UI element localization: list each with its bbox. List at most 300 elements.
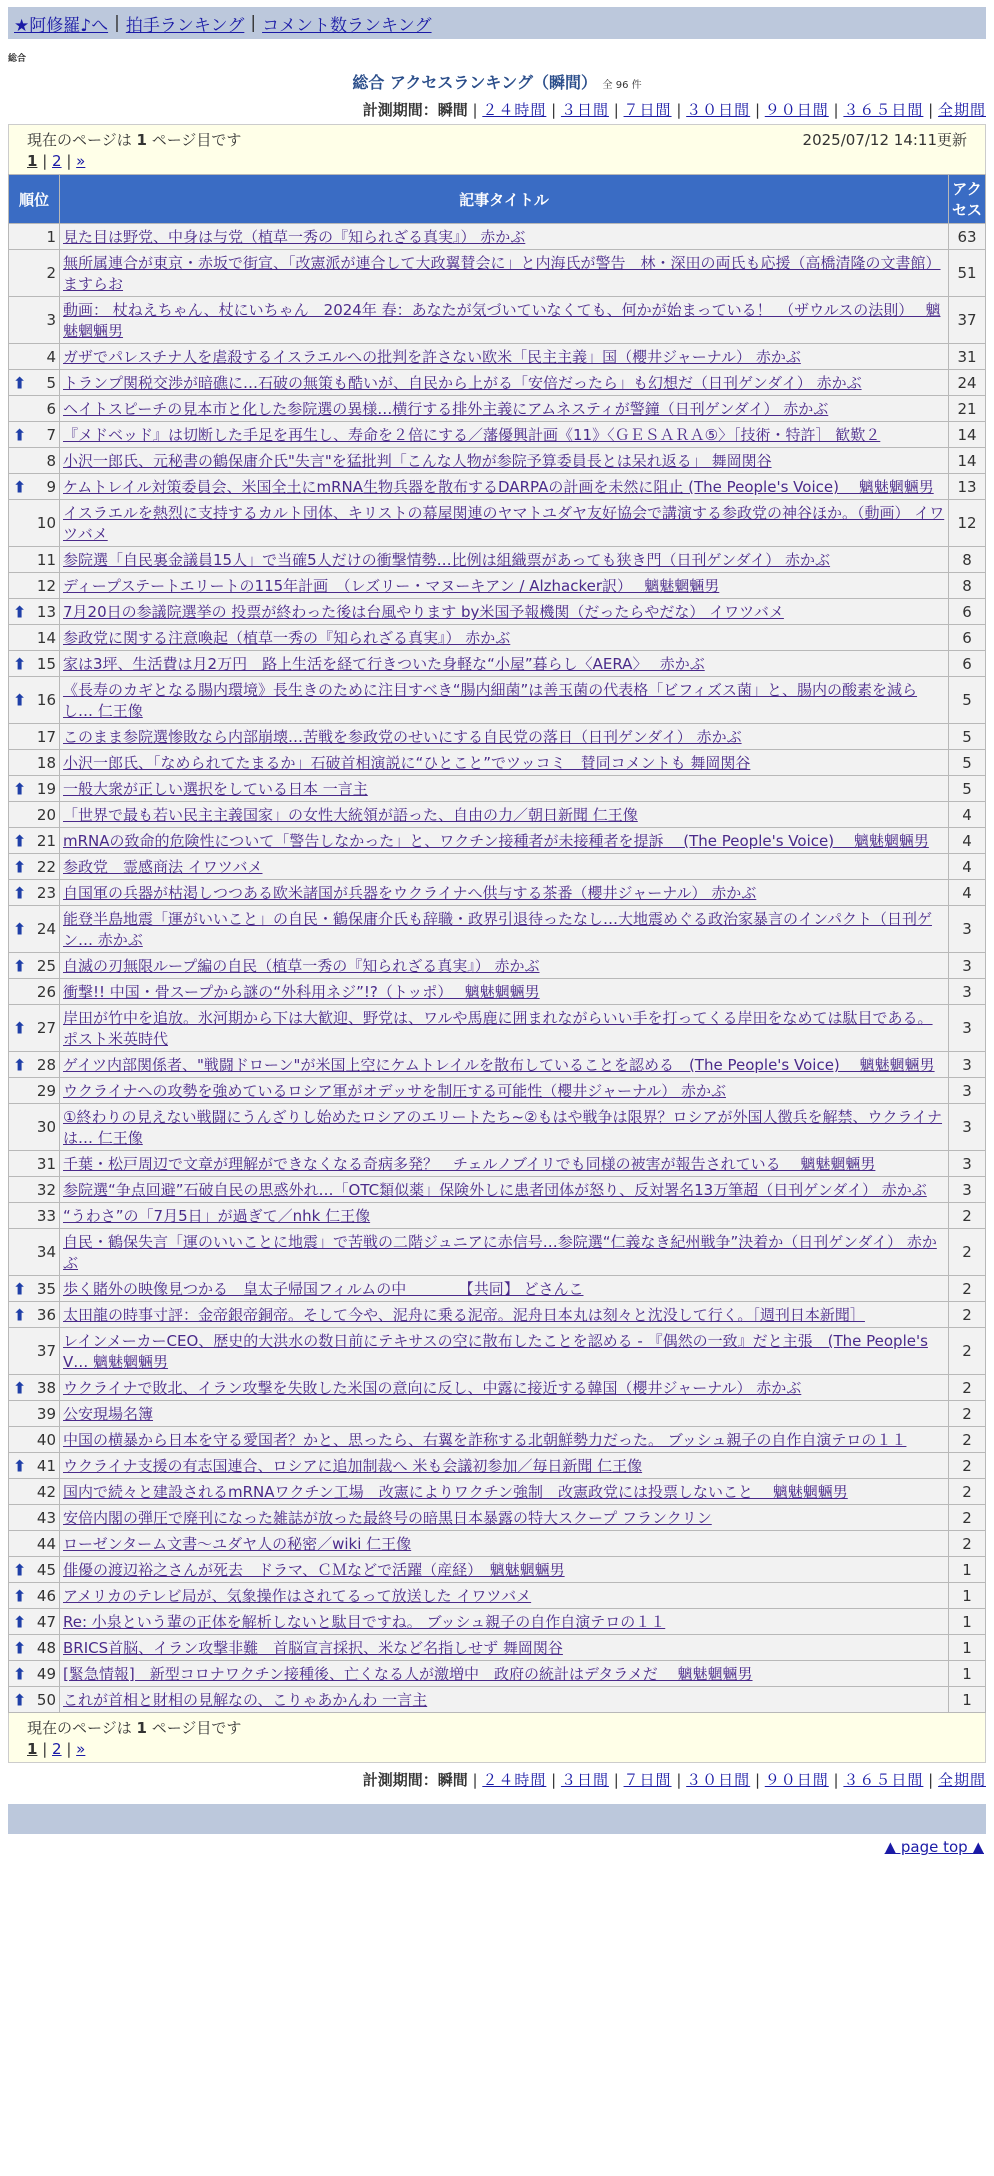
article-link[interactable]: 家は3坪、生活費は月2万円 路上生活を経て行きついた身軽な“小屋”暮らし〈AERA〉 赤かぶ — [63, 655, 705, 673]
rank-cell — [9, 802, 60, 828]
table-row — [9, 1229, 986, 1276]
rank-number: 26 — [36, 982, 56, 1001]
rank-cell — [9, 906, 60, 953]
rank-cell — [9, 474, 60, 500]
ranking-table — [8, 174, 986, 1713]
table-row — [9, 599, 986, 625]
title-cell — [60, 1302, 949, 1328]
rank-number: 3 — [46, 311, 56, 329]
title-cell — [60, 776, 949, 802]
rank-number: 36 — [36, 1305, 56, 1324]
article-link[interactable]: ゲイツ内部関係者、"戦闘ドローン"が米国上空にケムトレイルを散布していることを認める (The People's Voice) 魑魅魍魎男 — [63, 1056, 935, 1074]
up-arrow-icon: ⬆ — [13, 654, 27, 673]
article-link[interactable]: 歩く賭外の映像見つかる 皇太子帰国フィルムの中 【共同】 どさんこ — [63, 1280, 584, 1298]
period-link[interactable]: ９０日間 — [764, 1771, 829, 1789]
title-cell — [60, 573, 949, 599]
rank-number: 35 — [36, 1279, 56, 1298]
rank-cell — [9, 1078, 60, 1104]
table-row — [9, 1151, 986, 1177]
article-link[interactable]: 自国軍の兵器が枯渇しつつある欧米諸国が兵器をウクライナへ供与する茶番（櫻井ジャーナル） 赤かぶ — [63, 884, 757, 902]
article-link[interactable]: 無所属連合が東京・赤坂で街宣、「改憲派が連合して大政翼賛会に」と内海氏が警告 林・深田の両氏も応援（高橋清隆の文書館） ますらお — [63, 254, 941, 293]
access-count: 13 — [949, 474, 986, 500]
table-row — [9, 906, 986, 953]
rank-number: 44 — [36, 1534, 56, 1553]
up-arrow-icon: ⬆ — [13, 373, 27, 392]
rank-cell — [9, 448, 60, 474]
rank-cell — [9, 1505, 60, 1531]
rank-cell — [9, 1635, 60, 1661]
title-cell — [60, 474, 949, 500]
title-cell — [60, 677, 949, 724]
table-row — [9, 547, 986, 573]
article-link[interactable]: 『メドベッド』は切断した手足を再生し、寿命を２倍にする／藩優興計画《11》〈ＧＥＳＡＲＡ⑤〉［技術・特許］ 歓歎２ — [63, 426, 881, 444]
table-row — [9, 1479, 986, 1505]
rank-cell — [9, 573, 60, 599]
table-row — [9, 1302, 986, 1328]
up-arrow-icon: ⬆ — [13, 425, 27, 444]
rank-number: 1 — [46, 227, 56, 246]
pager-page-2[interactable]: 2 — [52, 152, 62, 170]
rank-number: 48 — [36, 1638, 56, 1657]
title-cell — [60, 344, 949, 370]
comment-ranking-link[interactable]: コメント数ランキング — [262, 15, 432, 36]
header-rank: 順位 — [9, 175, 60, 224]
access-count: 2 — [949, 1479, 986, 1505]
period-selector-bottom: 計測期間：瞬間 | ２４時間 | ３日間 | ７日間 | ３０日間 | ９０日間 | ３６５日間 | 全期間 — [362, 1771, 986, 1789]
title-cell — [60, 1609, 949, 1635]
title-cell — [60, 250, 949, 297]
up-arrow-icon: ⬆ — [13, 1690, 27, 1709]
table-row — [9, 625, 986, 651]
page-top-link[interactable]: ▲ page top ▲ — [884, 1838, 984, 1856]
rank-cell — [9, 1052, 60, 1078]
access-count: 6 — [949, 651, 986, 677]
rank-cell — [9, 599, 60, 625]
access-count: 51 — [949, 250, 986, 297]
table-row — [9, 724, 986, 750]
table-row — [9, 750, 986, 776]
clap-ranking-link[interactable]: 拍手ランキング — [125, 15, 245, 36]
table-row — [9, 1005, 986, 1052]
title-cell — [60, 750, 949, 776]
table-row — [9, 1661, 986, 1687]
title-cell — [60, 1453, 949, 1479]
article-link[interactable]: 中国の横暴から日本を守る愛国者？かと、思ったら、右翼を詐称する北朝鮮勢力だった。 ブッシュ親子の自作自演テロの１１ — [63, 1431, 907, 1449]
access-count: 1 — [949, 1557, 986, 1583]
table-row — [9, 422, 986, 448]
title-cell — [60, 297, 949, 344]
article-link[interactable]: 岸田が竹中を追放。氷河期から下は大歓迎、野党は、ワルや馬鹿に囲まれながらいい手を打ってくる岸田をなめては駄目である。 ポスト米英時代 — [63, 1009, 933, 1048]
title-cell — [60, 1104, 949, 1151]
rank-number: 16 — [36, 691, 56, 709]
access-count: 2 — [949, 1401, 986, 1427]
rank-cell — [9, 1229, 60, 1276]
up-arrow-icon: ⬆ — [13, 602, 27, 621]
article-link[interactable]: mRNAの致命的危険性について「警告しなかった」と、ワクチン接種者が未接種者を提訴 (The People's Voice) 魑魅魍魎男 — [63, 832, 929, 850]
period-link[interactable]: ９０日間 — [764, 101, 829, 119]
table-row — [9, 854, 986, 880]
rank-number: 15 — [36, 654, 56, 673]
rank-cell — [9, 297, 60, 344]
table-row — [9, 651, 986, 677]
rank-cell — [9, 776, 60, 802]
up-arrow-icon: ⬆ — [13, 1638, 27, 1657]
access-count: 8 — [949, 573, 986, 599]
rank-number: 29 — [36, 1081, 56, 1100]
title-cell — [60, 1583, 949, 1609]
access-count: 2 — [949, 1302, 986, 1328]
table-row — [9, 1104, 986, 1151]
article-link[interactable]: [緊急情報] 新型コロナワクチン接種後、亡くなる人が激増中 政府の統計はデタラメだ 魑魅魍魎男 — [63, 1665, 753, 1683]
period-link[interactable]: ３０日間 — [686, 101, 751, 119]
title-cell — [60, 500, 949, 547]
access-count: 1 — [949, 1583, 986, 1609]
article-link[interactable]: ケムトレイル対策委員会、米国全土にmRNA生物兵器を散布するDARPAの計画を未然に阻止 (The People's Voice) 魑魅魍魎男 — [63, 478, 934, 496]
article-link[interactable]: ウクライナ支援の有志国連合、ロシアに追加制裁へ 米も会議初参加／毎日新聞 仁王像 — [63, 1457, 643, 1475]
access-count: 6 — [949, 625, 986, 651]
article-link[interactable]: トランプ関税交渉が暗礁に…石破の無策も酷いが、自民から上がる「安倍だったら」も幻想だ（日刊ゲンダイ） 赤かぶ — [63, 374, 862, 392]
title-cell — [60, 1151, 949, 1177]
article-link[interactable]: BRICS首脳、イラン攻撃非難 首脳宣言採択、米など名指しせず 舞岡関谷 — [63, 1639, 563, 1657]
rank-number: 31 — [36, 1154, 56, 1173]
rank-cell — [9, 724, 60, 750]
article-link[interactable]: ウクライナへの攻勢を強めているロシア軍がオデッサを制圧する可能性（櫻井ジャーナル） 赤かぶ — [63, 1082, 726, 1100]
title-cell — [60, 724, 949, 750]
article-link[interactable]: ローゼンターム文書～ユダヤ人の秘密／wiki 仁王像 — [63, 1535, 412, 1553]
access-count: 2 — [949, 1229, 986, 1276]
access-count: 5 — [949, 750, 986, 776]
access-count: 3 — [949, 1151, 986, 1177]
rank-cell — [9, 1661, 60, 1687]
title-cell — [60, 1687, 949, 1713]
article-link[interactable]: Re: 小泉という輩の正体を解析しないと駄目ですね。 ブッシュ親子の自作自演テロの１１ — [63, 1613, 666, 1631]
access-count: 1 — [949, 1687, 986, 1713]
title-cell — [60, 979, 949, 1005]
home-link[interactable]: ★阿修羅♪へ — [14, 15, 109, 36]
table-row — [9, 1401, 986, 1427]
top-nav-bar — [8, 7, 986, 39]
rank-cell — [9, 1401, 60, 1427]
pager-current: 1 — [27, 152, 38, 170]
title-cell — [60, 396, 949, 422]
article-link[interactable]: ヘイトスピーチの見本市と化した参院選の異様…横行する排外主義にアムネスティが警鐘（日刊ゲンダイ） 赤かぶ — [63, 400, 829, 418]
access-count: 31 — [949, 344, 986, 370]
up-arrow-icon: ⬆ — [13, 1664, 27, 1683]
access-count: 3 — [949, 1005, 986, 1052]
up-arrow-icon: ⬆ — [13, 831, 27, 850]
period-link[interactable]: ３６５日間 — [843, 1771, 924, 1789]
rank-cell — [9, 854, 60, 880]
page-info-box-bottom — [8, 1713, 986, 1763]
article-link[interactable]: 見た目は野党、中身は与党（植草一秀の『知られざる真実』） 赤かぶ — [63, 228, 526, 246]
table-row — [9, 448, 986, 474]
title-cell — [60, 1505, 949, 1531]
table-row — [9, 776, 986, 802]
table-row — [9, 1177, 986, 1203]
table-row — [9, 677, 986, 724]
rank-number: 23 — [36, 883, 56, 902]
rank-cell — [9, 625, 60, 651]
rank-cell — [9, 750, 60, 776]
period-link[interactable]: ３０日間 — [686, 1771, 751, 1789]
rank-number: 8 — [46, 451, 56, 470]
pager-next[interactable]: » — [76, 1740, 86, 1758]
rank-number: 39 — [36, 1404, 56, 1423]
article-link[interactable]: 衝撃!! 中国・骨スープから謎の“外科用ネジ”!?（トッポ） 魑魅魍魎男 — [63, 983, 540, 1001]
access-count: 2 — [949, 1505, 986, 1531]
rank-number: 28 — [36, 1055, 56, 1074]
rank-cell — [9, 651, 60, 677]
up-arrow-icon: ⬆ — [13, 883, 27, 902]
updated-time: 2025/07/12 14:11更新 — [802, 131, 967, 149]
rank-cell — [9, 370, 60, 396]
article-link[interactable]: アメリカのテレビ局が、気象操作はされてるって放送した イワツバメ — [63, 1587, 532, 1605]
rank-cell — [9, 1104, 60, 1151]
article-link[interactable]: 参院選“争点回避”石破自民の思惑外れ…「OTC類似薬」保険外しに患者団体が怒り、反対署名13万筆超（日刊ゲンダイ） 赤かぶ — [63, 1181, 927, 1199]
table-row — [9, 880, 986, 906]
rank-cell — [9, 979, 60, 1005]
article-link[interactable]: ①終わりの見えない戦闘にうんざりし始めたロシアのエリートたち~②もはや戦争は限界？ロシアが外国人徴兵を解禁、ウクライナは… 仁王像 — [63, 1108, 943, 1147]
period-link[interactable]: ７日間 — [623, 101, 672, 119]
rank-number: 12 — [36, 576, 56, 595]
rank-cell — [9, 880, 60, 906]
rank-number: 47 — [36, 1612, 56, 1631]
up-arrow-icon: ⬆ — [13, 1560, 27, 1579]
access-count: 2 — [949, 1531, 986, 1557]
title-cell — [60, 1203, 949, 1229]
article-link[interactable]: 国内で続々と建設されるmRNAワクチン工場 改憲によりワクチン強制 改憲政党には投票しないこと 魑魅魍魎男 — [63, 1483, 848, 1501]
article-link[interactable]: 能登半島地震「運がいいこと」の自民・鶴保庸介氏も辞職・政界引退待ったなし…大地震めぐる政治家暴言のインパクト（日刊ゲン… 赤かぶ — [63, 910, 932, 949]
rank-number: 50 — [36, 1690, 56, 1709]
article-link[interactable]: 7月20日の参議院選挙の 投票が終わった後は台風やります by米国予報機関（だったらやだな） イワツバメ — [63, 603, 784, 621]
rank-cell — [9, 224, 60, 250]
rank-cell — [9, 1328, 60, 1375]
article-link[interactable]: 参政党に関する注意喚起（植草一秀の『知られざる真実』） 赤かぶ — [63, 629, 511, 647]
up-arrow-icon: ⬆ — [13, 1018, 27, 1038]
period-current: 瞬間 — [437, 1771, 468, 1789]
article-link[interactable]: 「世界で最も若い民主主義国家」の女性大統領が語った、自由の力／朝日新聞 仁王像 — [63, 806, 638, 824]
header-access: アクセス — [949, 175, 986, 224]
title-cell — [60, 370, 949, 396]
access-count: 2 — [949, 1276, 986, 1302]
table-row — [9, 344, 986, 370]
period-link[interactable]: ３日間 — [560, 101, 609, 119]
pager: 1 | 2 | » — [27, 1740, 86, 1758]
up-arrow-icon: ⬆ — [13, 1586, 27, 1605]
access-count: 5 — [949, 776, 986, 802]
title-cell — [60, 1078, 949, 1104]
rank-cell — [9, 1005, 60, 1052]
access-count: 4 — [949, 880, 986, 906]
nav-separator: | — [114, 13, 120, 33]
access-count: 4 — [949, 854, 986, 880]
title-cell — [60, 625, 949, 651]
article-link[interactable]: 参院選「自民裏金議員15人」で当確5人だけの衝撃情勢…比例は組織票があっても狭き門（日刊ゲンダイ） 赤かぶ — [63, 551, 831, 569]
table-row — [9, 953, 986, 979]
table-row — [9, 1375, 986, 1401]
period-link[interactable]: 全期間 — [937, 1771, 986, 1789]
period-current: 瞬間 — [437, 101, 468, 119]
footer-bar — [8, 1804, 986, 1834]
article-link[interactable]: 動画： 杖ねえちゃん、杖にいちゃん 2024年 春：あなたが気づいていなくても、何かが始まっている！ （ザウルスの法則） 魑魅魍魎男 — [63, 301, 941, 340]
up-arrow-icon: ⬆ — [13, 1456, 27, 1475]
table-row — [9, 802, 986, 828]
category-label: 総合 — [8, 54, 27, 64]
table-row — [9, 1557, 986, 1583]
rank-cell — [9, 344, 60, 370]
rank-cell — [9, 396, 60, 422]
title-cell — [60, 828, 949, 854]
period-link[interactable]: ２４時間 — [482, 101, 547, 119]
rank-number: 25 — [36, 956, 56, 975]
rank-number: 27 — [36, 1019, 56, 1037]
pager: 1 | 2 | » — [27, 152, 86, 170]
access-count: 2 — [949, 1375, 986, 1401]
rank-number: 5 — [46, 373, 56, 392]
article-link[interactable]: 公安現場名簿 — [63, 1405, 154, 1423]
title-cell — [60, 1052, 949, 1078]
period-link[interactable]: ３日間 — [560, 1771, 609, 1789]
rank-number: 37 — [36, 1342, 56, 1360]
access-count: 2 — [949, 1203, 986, 1229]
rank-number: 34 — [36, 1243, 56, 1261]
rank-number: 9 — [46, 477, 56, 496]
access-count: 3 — [949, 953, 986, 979]
rank-number: 18 — [36, 753, 56, 772]
table-row — [9, 1078, 986, 1104]
rank-cell — [9, 1276, 60, 1302]
table-row — [9, 297, 986, 344]
period-link[interactable]: ２４時間 — [482, 1771, 547, 1789]
article-link[interactable]: レインメーカーCEO、歴史的大洪水の数日前にテキサスの空に散布したことを認める - 『偶然の一致』だと主張 (The People's V… 魑魅魍魎男 — [63, 1332, 928, 1371]
period-link[interactable]: 全期間 — [937, 101, 986, 119]
access-count: 4 — [949, 828, 986, 854]
rank-number: 30 — [36, 1118, 56, 1136]
title-cell — [60, 802, 949, 828]
period-link[interactable]: ３６５日間 — [843, 101, 924, 119]
article-link[interactable]: 俳優の渡辺裕之さんが死去 ドラマ、ＣＭなどで活躍（産経） 魑魅魍魎男 — [63, 1561, 565, 1579]
article-link[interactable]: 自民・鶴保失言「運のいいことに地震」で苦戦の二階ジュニアに赤信号…参院選“仁義なき紀州戦争”決着か（日刊ゲンダイ） 赤かぶ — [63, 1233, 937, 1272]
article-link[interactable]: イスラエルを熱烈に支持するカルト団体、キリストの幕屋関連のヤマトユダヤ友好協会で講演する参政党の神谷ほか。（動画） イワツバメ — [63, 504, 945, 543]
rank-number: 24 — [36, 920, 56, 938]
access-count: 21 — [949, 396, 986, 422]
access-count: 14 — [949, 448, 986, 474]
up-arrow-icon: ⬆ — [13, 1279, 27, 1298]
rank-number: 13 — [36, 602, 56, 621]
table-row — [9, 1203, 986, 1229]
up-arrow-icon: ⬆ — [13, 477, 27, 496]
article-link[interactable]: 自滅の刃無限ループ編の自民（植草一秀の『知られざる真実』） 赤かぶ — [63, 957, 540, 975]
rank-cell — [9, 1151, 60, 1177]
article-link[interactable]: 一般大衆が正しい選択をしている日本 一言主 — [63, 780, 368, 798]
title-cell — [60, 1177, 949, 1203]
pager-next[interactable]: » — [76, 152, 86, 170]
rank-number: 46 — [36, 1586, 56, 1605]
article-link[interactable]: 小沢一郎氏、「なめられてたまるか」石破首相演説に“ひとこと”でツッコミ 賛同コメントも 舞岡関谷 — [63, 754, 751, 772]
title-cell — [60, 1229, 949, 1276]
period-selector: 計測期間：瞬間 | ２４時間 | ３日間 | ７日間 | ３０日間 | ９０日間 | ３６５日間 | 全期間 — [362, 101, 986, 119]
article-link[interactable]: 《長寿のカギとなる腸内環境》長生きのために注目すべき“腸内細菌”は善玉菌の代表格「ビフィズス菌」と、腸内の酸素を減らし… 仁王像 — [63, 681, 918, 720]
period-label: 計測期間： — [362, 1771, 438, 1789]
access-count: 5 — [949, 724, 986, 750]
article-link[interactable]: 小沢一郎氏、元秘書の鶴保庸介氏"失言"を猛批判「こんな人物が参院予算委員長とは呆れ返る」 舞岡関谷 — [63, 452, 772, 470]
article-link[interactable]: ガザでパレスチナ人を虐殺するイスラエルへの批判を許さない欧米「民主主義」国（櫻井ジャーナル） 赤かぶ — [63, 348, 801, 366]
rank-cell — [9, 250, 60, 297]
rank-number: 14 — [36, 628, 56, 647]
access-count: 4 — [949, 802, 986, 828]
title-cell — [60, 651, 949, 677]
title-cell — [60, 1661, 949, 1687]
article-link[interactable]: “うわさ”の「7月5日」が過ぎて／nhk 仁王像 — [63, 1207, 371, 1225]
title-cell — [60, 1557, 949, 1583]
total-count: 全 96 件 — [602, 80, 642, 91]
rank-cell — [9, 1687, 60, 1713]
rank-number: 11 — [36, 550, 56, 569]
table-row — [9, 573, 986, 599]
table-row — [9, 1635, 986, 1661]
article-link[interactable]: このまま参院選惨敗なら内部崩壊…苦戦を参政党のせいにする自民党の落日（日刊ゲンダイ） 赤かぶ — [63, 728, 742, 746]
title-cell — [60, 1005, 949, 1052]
article-link[interactable]: これが首相と財相の見解なの、こりゃあかんわ 一言主 — [63, 1691, 428, 1709]
table-header-row — [9, 175, 986, 224]
title-cell — [60, 422, 949, 448]
article-link[interactable]: 参政党 霊感商法 イワツバメ — [63, 858, 263, 876]
title-cell — [60, 1328, 949, 1375]
article-link[interactable]: ウクライナで敗北、イラン攻撃を失敗した米国の意向に反し、中露に接近する韓国（櫻井ジャーナル） 赤かぶ — [63, 1379, 802, 1397]
table-row — [9, 1505, 986, 1531]
page-info: 現在のページは 1 ページ目です — [27, 1719, 242, 1737]
table-row — [9, 1052, 986, 1078]
pager-current: 1 — [27, 1740, 38, 1758]
up-arrow-icon: ⬆ — [13, 1378, 27, 1397]
rank-cell — [9, 1583, 60, 1609]
page-info-box — [8, 124, 986, 174]
title-cell — [60, 547, 949, 573]
access-count: 3 — [949, 1104, 986, 1151]
rank-number: 45 — [36, 1560, 56, 1579]
rank-cell — [9, 500, 60, 547]
rank-number: 10 — [36, 514, 56, 532]
access-count: 24 — [949, 370, 986, 396]
article-link[interactable]: 太田龍の時事寸評：金帝銀帝銅帝。そして今や、泥舟に乗る泥帝。泥舟日本丸は刻々と沈没して行く。［週刊日本新聞］ — [63, 1306, 865, 1324]
access-count: 2 — [949, 1328, 986, 1375]
article-link[interactable]: ディープステートエリートの115年計画 （レズリー・マヌーキアン / Alzhacker訳） 魑魅魍魎男 — [63, 577, 720, 595]
title-cell — [60, 906, 949, 953]
rank-number: 33 — [36, 1206, 56, 1225]
rank-cell — [9, 1453, 60, 1479]
article-link[interactable]: 安倍内閣の弾圧で廃刊になった雑誌が放った最終号の暗黒日本暴露の特大スクープ フランクリン — [63, 1509, 712, 1527]
rank-number: 20 — [36, 805, 56, 824]
access-count: 3 — [949, 1177, 986, 1203]
table-row — [9, 1427, 986, 1453]
access-count: 2 — [949, 1453, 986, 1479]
title-cell — [60, 599, 949, 625]
title-cell — [60, 1276, 949, 1302]
up-arrow-icon: ⬆ — [13, 919, 27, 939]
title-cell — [60, 1635, 949, 1661]
up-arrow-icon: ⬆ — [13, 1305, 27, 1324]
pager-page-2[interactable]: 2 — [52, 1740, 62, 1758]
article-link[interactable]: 千葉・松戸周辺で文章が理解ができなくなる奇病多発？ チェルノブイリでも同様の被害が報告されている 魑魅魍魎男 — [63, 1155, 876, 1173]
access-count: 8 — [949, 547, 986, 573]
table-row — [9, 1453, 986, 1479]
title-cell — [60, 1479, 949, 1505]
period-link[interactable]: ７日間 — [623, 1771, 672, 1789]
title-cell — [60, 1427, 949, 1453]
rank-cell — [9, 1302, 60, 1328]
rank-number: 38 — [36, 1378, 56, 1397]
rank-cell — [9, 1479, 60, 1505]
